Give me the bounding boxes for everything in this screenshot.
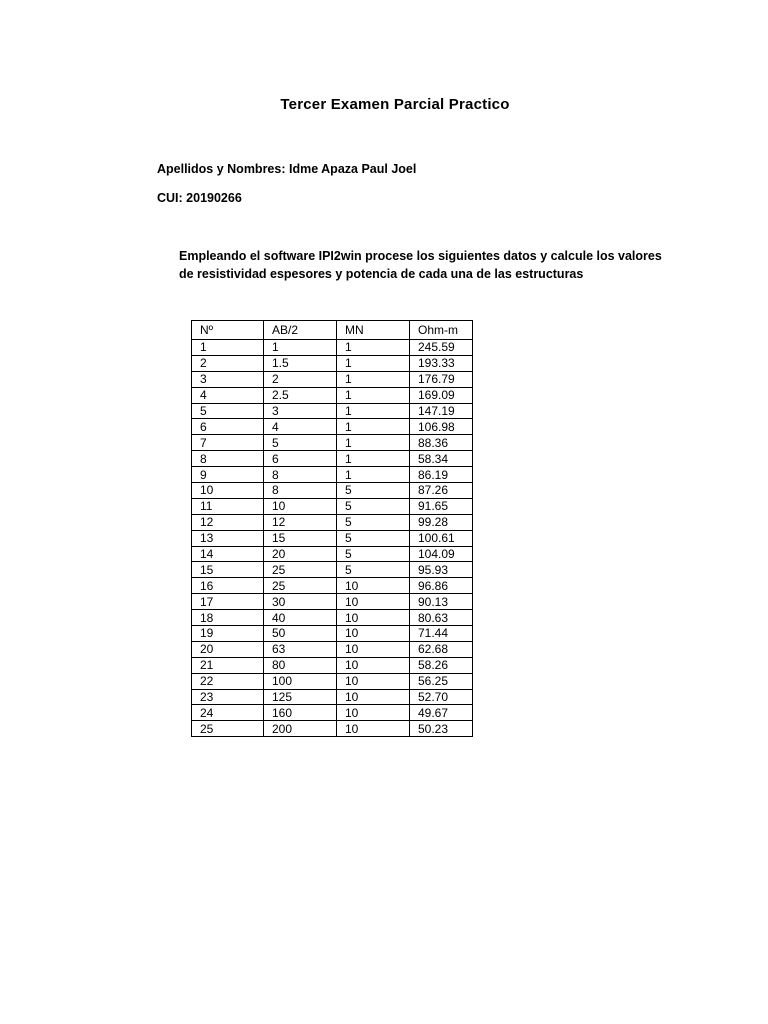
ab2-cell: 5 <box>264 435 337 451</box>
header-cell-ab2: AB/2 <box>264 321 337 340</box>
table-row <box>192 498 473 514</box>
mn-cell: 1 <box>337 371 410 387</box>
table-row <box>192 626 473 642</box>
table-row <box>192 514 473 530</box>
table-row <box>192 705 473 721</box>
ab2-cell: 15 <box>264 530 337 546</box>
number-cell: 5 <box>192 403 264 419</box>
ohm-m-cell: 58.26 <box>410 657 473 673</box>
number-cell: 22 <box>192 673 264 689</box>
ab2-cell: 4 <box>264 419 337 435</box>
ohm-m-cell: 62.68 <box>410 641 473 657</box>
ab2-cell: 30 <box>264 594 337 610</box>
number-cell: 3 <box>192 371 264 387</box>
number-cell: 14 <box>192 546 264 562</box>
ab2-cell: 200 <box>264 721 337 737</box>
table-row <box>192 419 473 435</box>
ab2-cell: 63 <box>264 641 337 657</box>
table-row <box>192 530 473 546</box>
table-row <box>192 689 473 705</box>
number-cell: 23 <box>192 689 264 705</box>
mn-cell: 1 <box>337 419 410 435</box>
table-row <box>192 721 473 737</box>
number-cell: 11 <box>192 498 264 514</box>
ohm-m-cell: 106.98 <box>410 419 473 435</box>
number-cell: 19 <box>192 626 264 642</box>
ohm-m-cell: 147.19 <box>410 403 473 419</box>
table-row <box>192 340 473 356</box>
table-row <box>192 403 473 419</box>
mn-cell: 10 <box>337 641 410 657</box>
ohm-m-cell: 56.25 <box>410 673 473 689</box>
ab2-cell: 1 <box>264 340 337 356</box>
instruction-text: Empleando el software IPI2win procese los siguientes datos y calcule los valores de resistividad espesores y potencia de cada una de las estructuras <box>179 249 662 281</box>
ab2-cell: 25 <box>264 578 337 594</box>
number-cell: 6 <box>192 419 264 435</box>
table-row <box>192 594 473 610</box>
number-cell: 18 <box>192 610 264 626</box>
ohm-m-cell: 87.26 <box>410 483 473 499</box>
ab2-cell: 12 <box>264 514 337 530</box>
table-row <box>192 483 473 499</box>
mn-cell: 1 <box>337 340 410 356</box>
ohm-m-cell: 104.09 <box>410 546 473 562</box>
mn-cell: 10 <box>337 578 410 594</box>
ab2-cell: 25 <box>264 562 337 578</box>
ab2-cell: 50 <box>264 626 337 642</box>
ohm-m-cell: 86.19 <box>410 467 473 483</box>
mn-cell: 10 <box>337 689 410 705</box>
ohm-m-cell: 80.63 <box>410 610 473 626</box>
mn-cell: 5 <box>337 514 410 530</box>
table-row <box>192 546 473 562</box>
header-cell-mn: MN <box>337 321 410 340</box>
ohm-m-cell: 58.34 <box>410 451 473 467</box>
ab2-cell: 8 <box>264 467 337 483</box>
student-cui: CUI: 20190266 <box>157 191 242 205</box>
ohm-m-cell: 193.33 <box>410 355 473 371</box>
ab2-cell: 1.5 <box>264 355 337 371</box>
header-cell-number: Nº <box>192 321 264 340</box>
ab2-cell: 8 <box>264 483 337 499</box>
mn-cell: 10 <box>337 657 410 673</box>
mn-cell: 1 <box>337 403 410 419</box>
mn-cell: 10 <box>337 673 410 689</box>
table-row <box>192 641 473 657</box>
number-cell: 2 <box>192 355 264 371</box>
table-row <box>192 371 473 387</box>
ab2-cell: 6 <box>264 451 337 467</box>
ab2-cell: 160 <box>264 705 337 721</box>
ohm-m-cell: 71.44 <box>410 626 473 642</box>
student-names: Apellidos y Nombres: Idme Apaza Paul Joel <box>157 162 417 176</box>
mn-cell: 5 <box>337 483 410 499</box>
mn-cell: 1 <box>337 451 410 467</box>
mn-cell: 5 <box>337 546 410 562</box>
ab2-cell: 2 <box>264 371 337 387</box>
table-row <box>192 387 473 403</box>
ohm-m-cell: 95.93 <box>410 562 473 578</box>
ohm-m-cell: 169.09 <box>410 387 473 403</box>
table-row <box>192 673 473 689</box>
number-cell: 4 <box>192 387 264 403</box>
mn-cell: 1 <box>337 467 410 483</box>
ab2-cell: 3 <box>264 403 337 419</box>
ohm-m-cell: 99.28 <box>410 514 473 530</box>
ab2-cell: 20 <box>264 546 337 562</box>
mn-cell: 5 <box>337 498 410 514</box>
number-cell: 7 <box>192 435 264 451</box>
ab2-cell: 100 <box>264 673 337 689</box>
ohm-m-cell: 245.59 <box>410 340 473 356</box>
table-row <box>192 610 473 626</box>
table-row <box>192 657 473 673</box>
number-cell: 1 <box>192 340 264 356</box>
mn-cell: 5 <box>337 562 410 578</box>
number-cell: 20 <box>192 641 264 657</box>
table-row <box>192 435 473 451</box>
table-row <box>192 578 473 594</box>
mn-cell: 10 <box>337 626 410 642</box>
table-header-row <box>192 321 473 340</box>
mn-cell: 5 <box>337 530 410 546</box>
number-cell: 24 <box>192 705 264 721</box>
ab2-cell: 80 <box>264 657 337 673</box>
ohm-m-cell: 88.36 <box>410 435 473 451</box>
table-row <box>192 467 473 483</box>
ab2-cell: 125 <box>264 689 337 705</box>
ohm-m-cell: 90.13 <box>410 594 473 610</box>
ohm-m-cell: 50.23 <box>410 721 473 737</box>
ohm-m-cell: 96.86 <box>410 578 473 594</box>
table-row <box>192 451 473 467</box>
ohm-m-cell: 176.79 <box>410 371 473 387</box>
table-body <box>192 340 473 737</box>
document-title: Tercer Examen Parcial Practico <box>280 96 510 113</box>
number-cell: 25 <box>192 721 264 737</box>
table-row <box>192 562 473 578</box>
mn-cell: 10 <box>337 610 410 626</box>
header-cell-ohm-m: Ohm-m <box>410 321 473 340</box>
number-cell: 8 <box>192 451 264 467</box>
number-cell: 16 <box>192 578 264 594</box>
number-cell: 10 <box>192 483 264 499</box>
mn-cell: 1 <box>337 435 410 451</box>
number-cell: 15 <box>192 562 264 578</box>
mn-cell: 10 <box>337 705 410 721</box>
mn-cell: 10 <box>337 721 410 737</box>
ab2-cell: 10 <box>264 498 337 514</box>
number-cell: 12 <box>192 514 264 530</box>
ohm-m-cell: 52.70 <box>410 689 473 705</box>
data-table <box>191 320 473 737</box>
mn-cell: 1 <box>337 387 410 403</box>
number-cell: 13 <box>192 530 264 546</box>
mn-cell: 1 <box>337 355 410 371</box>
number-cell: 17 <box>192 594 264 610</box>
table-row <box>192 355 473 371</box>
ab2-cell: 40 <box>264 610 337 626</box>
ohm-m-cell: 91.65 <box>410 498 473 514</box>
number-cell: 9 <box>192 467 264 483</box>
number-cell: 21 <box>192 657 264 673</box>
ohm-m-cell: 49.67 <box>410 705 473 721</box>
ab2-cell: 2.5 <box>264 387 337 403</box>
mn-cell: 10 <box>337 594 410 610</box>
ohm-m-cell: 100.61 <box>410 530 473 546</box>
